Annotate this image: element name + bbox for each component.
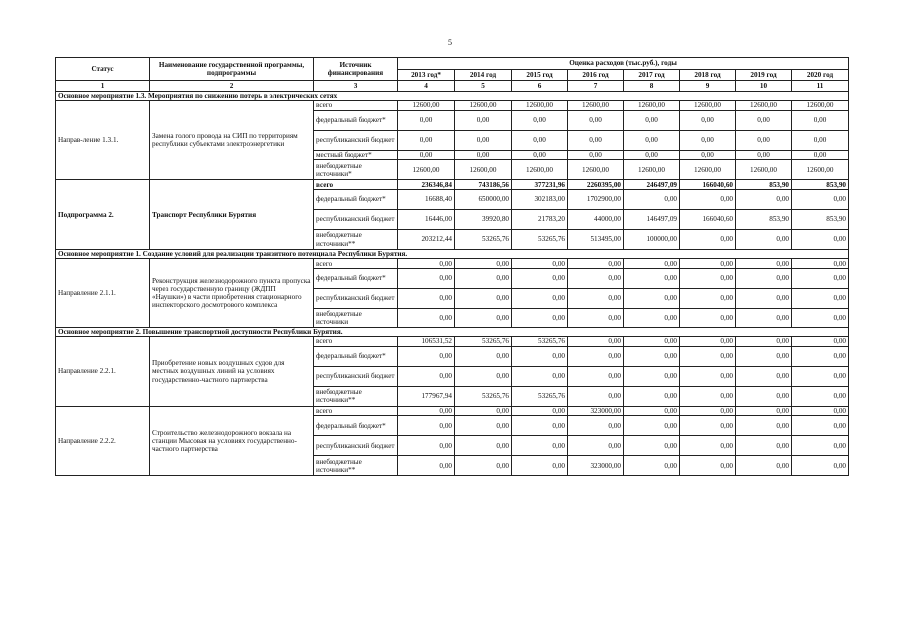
amount-cell: 0,00 — [568, 288, 624, 308]
amount-cell: 0,00 — [568, 150, 624, 160]
header-year: 2015 год — [512, 70, 568, 81]
amount-cell: 0,00 — [680, 268, 736, 288]
amount-cell: 0,00 — [568, 308, 624, 327]
amount-cell: 0,00 — [398, 150, 455, 160]
amount-cell: 0,00 — [455, 268, 512, 288]
amount-cell: 0,00 — [568, 346, 624, 366]
amount-cell: 0,00 — [680, 130, 736, 150]
header-column-index: 6 — [512, 81, 568, 92]
header-column-index: 1 — [56, 81, 150, 92]
amount-cell: 0,00 — [568, 416, 624, 436]
section-title: Основное мероприятие 1.3. Мероприятия по снижению потерь в электрических сетях — [56, 92, 849, 101]
amount-cell: 0,00 — [624, 288, 680, 308]
funding-source-cell: внебюджетные источники** — [314, 386, 398, 406]
amount-cell: 0,00 — [398, 406, 455, 416]
funding-source-cell: всего — [314, 259, 398, 269]
amount-cell: 0,00 — [736, 406, 792, 416]
amount-cell: 853,90 — [736, 210, 792, 230]
amount-cell: 0,00 — [680, 337, 736, 347]
amount-cell: 0,00 — [792, 436, 849, 456]
funding-source-cell: республиканский бюджет — [314, 436, 398, 456]
amount-cell: 0,00 — [455, 416, 512, 436]
amount-cell: 0,00 — [792, 110, 849, 130]
header-year: 2020 год — [792, 70, 849, 81]
amount-cell: 0,00 — [736, 268, 792, 288]
section-title: Основное мероприятие 2. Повышение транспортной доступности Республики Бурятия. — [56, 327, 849, 336]
amount-cell: 21783,20 — [512, 210, 568, 230]
amount-cell: 0,00 — [624, 416, 680, 436]
amount-cell: 53265,76 — [512, 337, 568, 347]
amount-cell: 0,00 — [680, 288, 736, 308]
amount-cell: 0,00 — [736, 288, 792, 308]
amount-cell: 0,00 — [680, 386, 736, 406]
amount-cell: 12600,00 — [455, 160, 512, 180]
amount-cell: 0,00 — [680, 456, 736, 476]
amount-cell: 0,00 — [512, 110, 568, 130]
amount-cell: 12600,00 — [736, 160, 792, 180]
amount-cell: 0,00 — [792, 337, 849, 347]
amount-cell: 853,90 — [792, 210, 849, 230]
amount-cell: 0,00 — [512, 436, 568, 456]
header-year: 2018 год — [680, 70, 736, 81]
table-row — [56, 180, 849, 190]
header-year: 2019 год — [736, 70, 792, 81]
funding-source-cell: республиканский бюджет — [314, 130, 398, 150]
amount-cell: 0,00 — [736, 230, 792, 250]
amount-cell: 0,00 — [455, 346, 512, 366]
amount-cell: 0,00 — [398, 110, 455, 130]
amount-cell: 0,00 — [680, 366, 736, 386]
amount-cell: 0,00 — [792, 190, 849, 210]
amount-cell: 0,00 — [455, 288, 512, 308]
funding-source-cell: внебюджетные источники** — [314, 230, 398, 250]
amount-cell: 12600,00 — [680, 160, 736, 180]
amount-cell: 0,00 — [568, 436, 624, 456]
funding-source-cell: всего — [314, 180, 398, 190]
amount-cell: 0,00 — [624, 150, 680, 160]
header-column-index: 7 — [568, 81, 624, 92]
table-row — [56, 259, 849, 269]
amount-cell: 0,00 — [455, 456, 512, 476]
amount-cell: 0,00 — [398, 288, 455, 308]
amount-cell: 0,00 — [568, 130, 624, 150]
amount-cell: 0,00 — [792, 366, 849, 386]
amount-cell: 53265,76 — [455, 230, 512, 250]
amount-cell: 0,00 — [680, 190, 736, 210]
amount-cell: 0,00 — [736, 416, 792, 436]
amount-cell: 12600,00 — [512, 101, 568, 111]
amount-cell: 0,00 — [792, 288, 849, 308]
amount-cell: 0,00 — [512, 150, 568, 160]
amount-cell: 12600,00 — [624, 101, 680, 111]
header-row — [56, 58, 849, 70]
header-column-index: 2 — [150, 81, 314, 92]
amount-cell: 853,90 — [792, 180, 849, 190]
amount-cell: 12600,00 — [792, 101, 849, 111]
amount-cell: 203212,44 — [398, 230, 455, 250]
amount-cell: 0,00 — [792, 416, 849, 436]
header-column-index: 5 — [455, 81, 512, 92]
amount-cell: 0,00 — [624, 386, 680, 406]
amount-cell: 0,00 — [512, 268, 568, 288]
program-name-cell: Приобретение новых воздушных судов для местных воздушных линий на условиях государственно-частного партнерства — [150, 337, 314, 407]
amount-cell: 0,00 — [624, 456, 680, 476]
amount-cell: 0,00 — [792, 386, 849, 406]
amount-cell: 16446,00 — [398, 210, 455, 230]
amount-cell: 0,00 — [398, 416, 455, 436]
program-name-cell: Транспорт Республики Бурятия — [150, 180, 314, 250]
amount-cell: 0,00 — [568, 366, 624, 386]
amount-cell: 0,00 — [792, 259, 849, 269]
amount-cell: 0,00 — [624, 190, 680, 210]
amount-cell: 302183,00 — [512, 190, 568, 210]
funding-source-cell: внебюджетные источники** — [314, 456, 398, 476]
amount-cell: 0,00 — [512, 416, 568, 436]
amount-cell: 0,00 — [736, 259, 792, 269]
funding-source-cell: всего — [314, 101, 398, 111]
funding-source-cell: внебюджетные источники* — [314, 160, 398, 180]
status-cell: Направление 2.2.2. — [56, 406, 150, 476]
amount-cell: 0,00 — [398, 308, 455, 327]
amount-cell: 0,00 — [736, 436, 792, 456]
amount-cell: 0,00 — [736, 456, 792, 476]
amount-cell: 0,00 — [568, 259, 624, 269]
amount-cell: 0,00 — [624, 366, 680, 386]
amount-cell: 0,00 — [568, 386, 624, 406]
amount-cell: 377231,96 — [512, 180, 568, 190]
amount-cell: 0,00 — [624, 406, 680, 416]
amount-cell: 853,90 — [736, 180, 792, 190]
amount-cell: 0,00 — [792, 150, 849, 160]
amount-cell: 146497,09 — [624, 210, 680, 230]
amount-cell: 0,00 — [512, 259, 568, 269]
section-row — [56, 92, 849, 101]
header-program-name: Наименование государственной программы, подпрограммы — [150, 58, 314, 81]
header-column-index: 8 — [624, 81, 680, 92]
amount-cell: 0,00 — [455, 366, 512, 386]
funding-source-cell: местный бюджет* — [314, 150, 398, 160]
amount-cell: 0,00 — [455, 406, 512, 416]
amount-cell: 0,00 — [792, 406, 849, 416]
funding-source-cell: республиканский бюджет — [314, 366, 398, 386]
amount-cell: 0,00 — [680, 150, 736, 160]
funding-source-cell: республиканский бюджет — [314, 210, 398, 230]
amount-cell: 53265,76 — [455, 386, 512, 406]
header-column-index: 10 — [736, 81, 792, 92]
funding-source-cell: федеральный бюджет* — [314, 346, 398, 366]
amount-cell: 0,00 — [792, 230, 849, 250]
amount-cell: 12600,00 — [568, 101, 624, 111]
amount-cell: 0,00 — [398, 436, 455, 456]
amount-cell: 44000,00 — [568, 210, 624, 230]
amount-cell: 0,00 — [680, 259, 736, 269]
header-column-index: 9 — [680, 81, 736, 92]
amount-cell: 0,00 — [455, 436, 512, 456]
amount-cell: 0,00 — [736, 150, 792, 160]
header-year: 2014 год — [455, 70, 512, 81]
amount-cell: 650000,00 — [455, 190, 512, 210]
amount-cell: 0,00 — [792, 346, 849, 366]
amount-cell: 0,00 — [624, 308, 680, 327]
amount-cell: 0,00 — [512, 406, 568, 416]
header-year: 2017 год — [624, 70, 680, 81]
amount-cell: 166040,60 — [680, 180, 736, 190]
amount-cell: 743186,56 — [455, 180, 512, 190]
amount-cell: 16688,40 — [398, 190, 455, 210]
section-row — [56, 250, 849, 259]
amount-cell: 0,00 — [512, 130, 568, 150]
amount-cell: 12600,00 — [455, 101, 512, 111]
amount-cell: 0,00 — [398, 259, 455, 269]
amount-cell: 0,00 — [680, 110, 736, 130]
amount-cell: 0,00 — [568, 337, 624, 347]
amount-cell: 0,00 — [512, 366, 568, 386]
amount-cell: 0,00 — [736, 308, 792, 327]
amount-cell: 0,00 — [736, 346, 792, 366]
amount-cell: 12600,00 — [398, 101, 455, 111]
amount-cell: 0,00 — [792, 308, 849, 327]
amount-cell: 0,00 — [624, 268, 680, 288]
header-status: Статус — [56, 58, 150, 81]
amount-cell: 0,00 — [455, 130, 512, 150]
section-title: Основное мероприятие 1. Создание условий для реализации транзитного потенциала Республики Бурятия. — [56, 250, 849, 259]
amount-cell: 12600,00 — [792, 160, 849, 180]
amount-cell: 236346,84 — [398, 180, 455, 190]
amount-cell: 0,00 — [624, 110, 680, 130]
amount-cell: 0,00 — [736, 190, 792, 210]
amount-cell: 0,00 — [568, 110, 624, 130]
amount-cell: 0,00 — [680, 416, 736, 436]
funding-source-cell: всего — [314, 406, 398, 416]
status-cell: Подпрограмма 2. — [56, 180, 150, 250]
amount-cell: 0,00 — [624, 259, 680, 269]
amount-cell: 0,00 — [512, 346, 568, 366]
amount-cell: 0,00 — [398, 346, 455, 366]
budget-table — [55, 57, 849, 476]
funding-source-cell: всего — [314, 337, 398, 347]
amount-cell: 0,00 — [736, 110, 792, 130]
amount-cell: 53265,76 — [512, 386, 568, 406]
header-year: 2016 год — [568, 70, 624, 81]
header-year: 2013 год* — [398, 70, 455, 81]
amount-cell: 0,00 — [792, 456, 849, 476]
amount-cell: 106531,52 — [398, 337, 455, 347]
program-name-cell: Замена голого провода на СИП по территориям республики субъектами электроэнергетики — [150, 101, 314, 180]
header-column-index: 4 — [398, 81, 455, 92]
page-number: 5 — [448, 38, 452, 47]
amount-cell: 0,00 — [736, 337, 792, 347]
amount-cell: 53265,76 — [512, 230, 568, 250]
amount-cell: 53265,76 — [455, 337, 512, 347]
amount-cell: 0,00 — [398, 456, 455, 476]
header-source: Источник финансирования — [314, 58, 398, 81]
amount-cell: 100000,00 — [624, 230, 680, 250]
status-cell: Направление 2.1.1. — [56, 259, 150, 328]
header-column-index: 11 — [792, 81, 849, 92]
amount-cell: 0,00 — [512, 456, 568, 476]
header-index-row — [56, 81, 849, 92]
amount-cell: 2260395,00 — [568, 180, 624, 190]
amount-cell: 0,00 — [455, 110, 512, 130]
status-cell: Направление 2.2.1. — [56, 337, 150, 407]
amount-cell: 246497,09 — [624, 180, 680, 190]
amount-cell: 0,00 — [792, 130, 849, 150]
header-estimate: Оценка расходов (тыс.руб.), годы — [398, 58, 849, 70]
amount-cell: 12600,00 — [568, 160, 624, 180]
program-name-cell: Реконструкция железнодорожного пункта пропуска через государственную границу (ЖДПП «Наушки») в части приобретения стационарного инспекторского досмотрового комплекса — [150, 259, 314, 328]
amount-cell: 513495,00 — [568, 230, 624, 250]
amount-cell: 0,00 — [736, 386, 792, 406]
funding-source-cell: федеральный бюджет* — [314, 190, 398, 210]
table-row — [56, 101, 849, 111]
program-name-cell: Строительство железнодорожного вокзала на станции Мысовая на условиях государственно-частного партнерства — [150, 406, 314, 476]
amount-cell: 0,00 — [624, 337, 680, 347]
funding-source-cell: федеральный бюджет* — [314, 110, 398, 130]
table-row — [56, 337, 849, 347]
amount-cell: 0,00 — [624, 436, 680, 456]
amount-cell: 166040,60 — [680, 210, 736, 230]
amount-cell: 0,00 — [680, 436, 736, 456]
amount-cell: 0,00 — [455, 259, 512, 269]
amount-cell: 0,00 — [512, 308, 568, 327]
funding-source-cell: внебюджетные источники — [314, 308, 398, 327]
amount-cell: 12600,00 — [680, 101, 736, 111]
amount-cell: 0,00 — [736, 366, 792, 386]
amount-cell: 12600,00 — [512, 160, 568, 180]
amount-cell: 0,00 — [624, 346, 680, 366]
funding-source-cell: федеральный бюджет* — [314, 416, 398, 436]
amount-cell: 323000,00 — [568, 406, 624, 416]
amount-cell: 0,00 — [680, 230, 736, 250]
amount-cell: 0,00 — [512, 288, 568, 308]
amount-cell: 0,00 — [680, 308, 736, 327]
amount-cell: 323000,00 — [568, 456, 624, 476]
amount-cell: 0,00 — [624, 130, 680, 150]
header-column-index: 3 — [314, 81, 398, 92]
amount-cell: 0,00 — [792, 268, 849, 288]
amount-cell: 1702900,00 — [568, 190, 624, 210]
amount-cell: 0,00 — [680, 406, 736, 416]
funding-source-cell: федеральный бюджет* — [314, 268, 398, 288]
amount-cell: 39920,80 — [455, 210, 512, 230]
amount-cell: 0,00 — [736, 130, 792, 150]
amount-cell: 0,00 — [455, 150, 512, 160]
amount-cell: 0,00 — [398, 268, 455, 288]
amount-cell: 0,00 — [680, 346, 736, 366]
amount-cell: 0,00 — [455, 308, 512, 327]
amount-cell: 12600,00 — [398, 160, 455, 180]
amount-cell: 177967,94 — [398, 386, 455, 406]
amount-cell: 0,00 — [398, 130, 455, 150]
status-cell: Направ-ление 1.3.1. — [56, 101, 150, 180]
funding-source-cell: республиканский бюджет — [314, 288, 398, 308]
amount-cell: 0,00 — [568, 268, 624, 288]
table-row — [56, 406, 849, 416]
amount-cell: 0,00 — [398, 366, 455, 386]
amount-cell: 12600,00 — [736, 101, 792, 111]
amount-cell: 12600,00 — [624, 160, 680, 180]
section-row — [56, 327, 849, 336]
